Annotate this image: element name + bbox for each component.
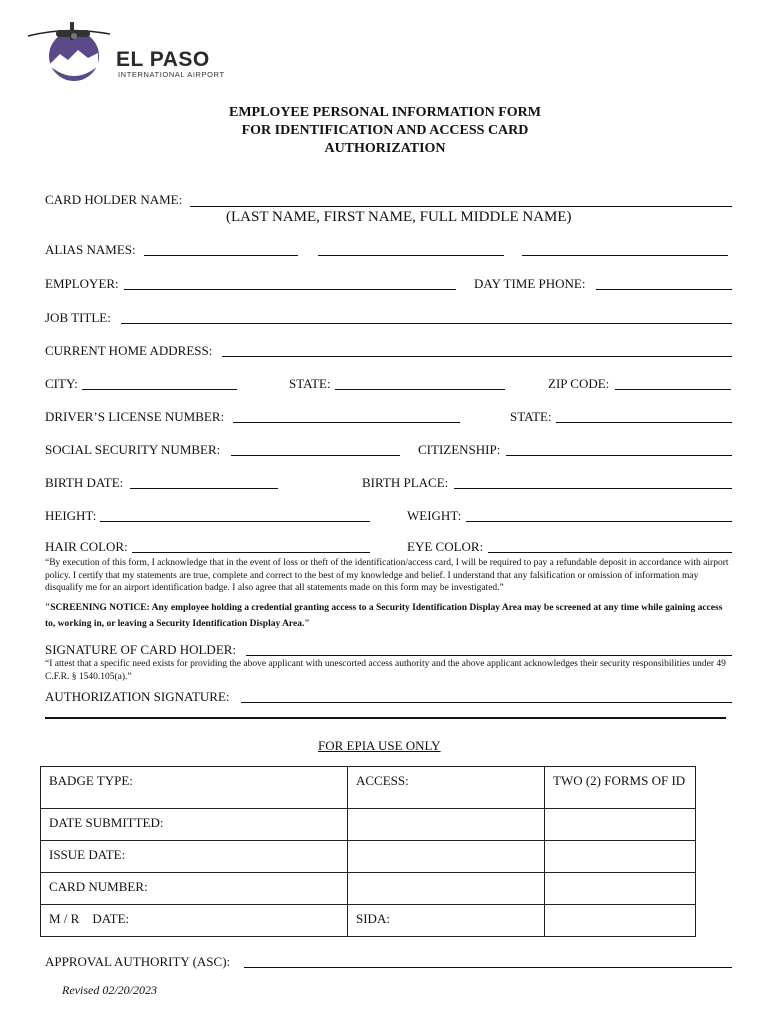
card-number-label: CARD NUMBER: xyxy=(49,879,148,894)
drivers-license-field[interactable] xyxy=(233,422,460,423)
birth-place-field[interactable] xyxy=(454,488,732,489)
issue-date-access-cell[interactable] xyxy=(348,841,545,873)
issue-date-cell[interactable] xyxy=(41,841,348,873)
ssn-field[interactable] xyxy=(231,455,400,456)
date-submitted-id-cell[interactable] xyxy=(545,809,696,841)
authorization-signature-label: AUTHORIZATION SIGNATURE: xyxy=(45,689,230,704)
dl-state-label: STATE: xyxy=(510,409,552,424)
hair-color-field[interactable] xyxy=(132,552,370,553)
card-holder-signature-field[interactable] xyxy=(246,655,732,656)
alias-name-field-2[interactable] xyxy=(318,255,504,256)
title-line-3: AUTHORIZATION xyxy=(324,141,446,156)
city-label: CITY: xyxy=(45,376,78,391)
section-divider xyxy=(45,717,726,719)
approval-authority-label: APPROVAL AUTHORITY (ASC): xyxy=(45,954,231,969)
date-submitted-cell[interactable] xyxy=(41,809,348,841)
name-format-hint: (LAST NAME, FIRST NAME, FULL MIDDLE NAME) xyxy=(226,209,572,225)
city-field[interactable] xyxy=(82,389,237,390)
birth-date-label: BIRTH DATE: xyxy=(45,475,124,490)
day-time-phone-label: DAY TIME PHONE: xyxy=(474,276,586,291)
airport-logo xyxy=(26,20,246,82)
citizenship-field[interactable] xyxy=(506,455,732,456)
eye-color-label: EYE COLOR: xyxy=(407,539,484,554)
logo-subtitle: INTERNATIONAL AIRPORT xyxy=(118,70,225,79)
authorization-signature-field[interactable] xyxy=(241,702,732,703)
title-line-2: FOR IDENTIFICATION AND ACCESS CARD xyxy=(241,123,529,138)
issue-date-id-cell[interactable] xyxy=(545,841,696,873)
employer-field[interactable] xyxy=(124,289,456,290)
height-field[interactable] xyxy=(100,521,370,522)
card-number-access-cell[interactable] xyxy=(348,873,545,905)
state-label: STATE: xyxy=(289,376,331,391)
state-field[interactable] xyxy=(335,389,505,390)
card-number-id-cell[interactable] xyxy=(545,873,696,905)
approval-authority-field[interactable] xyxy=(244,967,732,968)
dl-state-field[interactable] xyxy=(556,422,732,423)
mr-date-cell[interactable] xyxy=(41,905,348,937)
access-cell[interactable] xyxy=(348,767,545,809)
alias-name-field-3[interactable] xyxy=(522,255,728,256)
id-forms-cell[interactable] xyxy=(545,767,696,809)
airport-logo-icon xyxy=(26,20,112,82)
card-holder-signature-label: SIGNATURE OF CARD HOLDER: xyxy=(45,642,237,657)
weight-label: WEIGHT: xyxy=(407,508,462,523)
id-forms-label: TWO (2) FORMS OF ID xyxy=(553,773,686,788)
height-label: HEIGHT: xyxy=(45,508,97,523)
attest-statement: “I attest that a specific need exists for providing the above applicant with unescorted access authority and the above applicant acknowledges their security responsibilities under 49 C.F.R. § 1540.105(a).” xyxy=(45,659,726,682)
employer-label: EMPLOYER: xyxy=(45,276,119,291)
card-holder-name-field[interactable] xyxy=(190,206,732,207)
zip-code-label: ZIP CODE: xyxy=(548,376,610,391)
epia-use-only-heading: FOR EPIA USE ONLY xyxy=(318,738,441,753)
date-submitted-label: DATE SUBMITTED: xyxy=(49,815,164,830)
hair-color-label: HAIR COLOR: xyxy=(45,539,128,554)
job-title-label: JOB TITLE: xyxy=(45,310,111,325)
birth-date-field[interactable] xyxy=(130,488,278,489)
ssn-label: SOCIAL SECURITY NUMBER: xyxy=(45,442,221,457)
mr-date-id-cell[interactable] xyxy=(545,905,696,937)
drivers-license-label: DRIVER’S LICENSE NUMBER: xyxy=(45,409,225,424)
title-line-1: EMPLOYEE PERSONAL INFORMATION FORM xyxy=(228,105,542,120)
screening-notice: "SCREENING NOTICE: Any employee holding a credential granting access to a Security Identification Display Area may be screened at any time while gaining access to, working in, or leaving a Security Identification Display Area." xyxy=(45,603,723,629)
home-address-label: CURRENT HOME ADDRESS: xyxy=(45,343,213,358)
alias-names-label: ALIAS NAMES: xyxy=(45,242,136,257)
citizenship-label: CITIZENSHIP: xyxy=(418,442,501,457)
mr-date-label: M / R DATE: xyxy=(49,911,130,926)
epia-use-table xyxy=(40,766,696,937)
sida-cell[interactable] xyxy=(348,905,545,937)
job-title-field[interactable] xyxy=(121,323,732,324)
birth-place-label: BIRTH PLACE: xyxy=(362,475,449,490)
logo-name: EL PASO xyxy=(116,48,210,71)
eye-color-field[interactable] xyxy=(488,552,732,553)
badge-type-label: BADGE TYPE: xyxy=(49,773,133,788)
execution-statement: “By execution of this form, I acknowledge that in the event of loss or theft of the identification/access card, I will be required to pay a refundable deposit in accordance with airport policy. I certify that my statements are true, complete and correct to the best of my knowledge and belief. I understand that any falsification or omission of information may disqualify me for an airport identification badge. I also agree that all statements made on this form may be investigated.” xyxy=(45,558,729,593)
revised-date: Revised 02/20/2023 xyxy=(62,983,157,997)
issue-date-label: ISSUE DATE: xyxy=(49,847,126,862)
date-submitted-access-cell[interactable] xyxy=(348,809,545,841)
card-number-cell[interactable] xyxy=(41,873,348,905)
card-holder-name-label: CARD HOLDER NAME: xyxy=(45,192,183,207)
weight-field[interactable] xyxy=(466,521,732,522)
form-title xyxy=(160,104,610,158)
access-label: ACCESS: xyxy=(356,773,409,788)
badge-type-cell[interactable] xyxy=(41,767,348,809)
alias-name-field-1[interactable] xyxy=(144,255,298,256)
zip-code-field[interactable] xyxy=(615,389,731,390)
home-address-field[interactable] xyxy=(222,356,732,357)
sida-label: SIDA: xyxy=(356,911,390,926)
day-time-phone-field[interactable] xyxy=(596,289,732,290)
